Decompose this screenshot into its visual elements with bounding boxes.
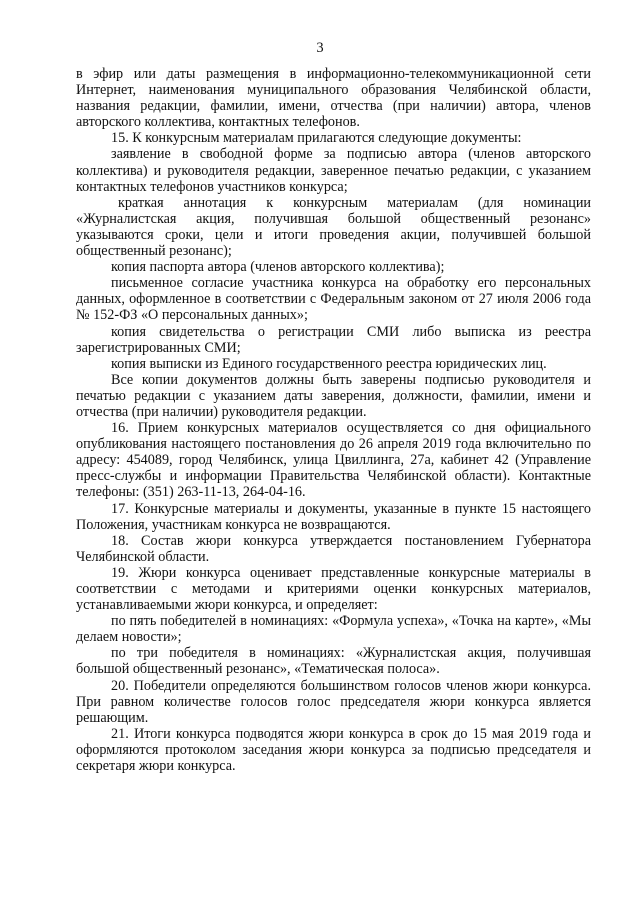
paragraph-annotation: краткая аннотация к конкурсным материалам (для номинации «Журналистская акция, получившая большой общественный резонанс» указываются сроки, цели и итоги проведения акции, получившей большой общественный резонанс); xyxy=(76,194,591,260)
paragraph-item-16: 16. Прием конкурсных материалов осуществляется со дня официального опубликования настоящего постановления до 26 апреля 2019 года включительно по адресу: 454089, город Челябинск, улица Цвиллинга, 27а, кабинет 42 (Управление пресс-службы и информации Правительства Челябинской области). Контактные телефоны: (351) 263-11-13, 264-04-16. xyxy=(76,420,591,501)
paragraph-item-19: 19. Жюри конкурса оценивает представленные конкурсные материалы в соответствии с методами и критериями оценки конкурсных материалов, устанавливаемыми жюри конкурса, и определяет: xyxy=(76,564,591,614)
paragraph-item-20: 20. Победители определяются большинством голосов членов жюри конкурса. При равном количестве голосов голос председателя жюри конкурса является решающим. xyxy=(76,677,591,726)
paragraph-item-21: 21. Итоги конкурса подводятся жюри конкурса в срок до 15 мая 2019 года и оформляются протоколом заседания жюри конкурса за подписью председателя и секретаря жюри конкурса. xyxy=(76,725,591,775)
paragraph-item-15: 15. К конкурсным материалам прилагаются следующие документы: xyxy=(111,130,522,147)
paragraph-registration-certificate: копия свидетельства о регистрации СМИ либо выписка из реестра зарегистрированных СМИ; xyxy=(76,323,591,356)
paragraph-five-winners: по пять победителей в номинациях: «Формула успеха», «Точка на карте», «Мы делаем новости»; xyxy=(76,613,591,646)
paragraph-passport-copy: копия паспорта автора (членов авторского коллектива); xyxy=(111,259,445,276)
paragraph-application: заявление в свободной форме за подписью автора (членов авторского коллектива) и руководителя редакции, заверенное печатью редакции, с указанием контактных телефонов участников конкурса; xyxy=(76,146,591,195)
paragraph-item-17: 17. Конкурсные материалы и документы, указанные в пункте 15 настоящего Положения, участникам конкурса не возвращаются. xyxy=(76,500,591,533)
paragraph-continuation: в эфир или даты размещения в информационно-телекоммуникационной сети Интернет, наименования муниципального образования Челябинской области, названия редакции, фамилии, имени, отчества (при наличии) автора, членов авторского коллектива, контактных телефонов. xyxy=(76,66,591,131)
document-body xyxy=(76,66,591,774)
paragraph-registry-extract: копия выписки из Единого государственного реестра юридических лиц. xyxy=(111,355,547,372)
page-number: 3 xyxy=(316,40,324,56)
paragraph-item-18: 18. Состав жюри конкурса утверждается постановлением Губернатора Челябинской области. xyxy=(76,532,591,565)
paragraph-consent: письменное согласие участника конкурса на обработку его персональных данных, оформленное в соответствии с Федеральным законом от 27 июля 2006 года № 152-ФЗ «О персональных данных»; xyxy=(76,275,591,324)
paragraph-certified-copies: Все копии документов должны быть заверены подписью руководителя и печатью редакции с указанием даты заверения, должности, фамилии, имени и отчества (при наличии) руководителя редакции. xyxy=(76,371,591,420)
paragraph-three-winners: по три победителя в номинациях: «Журналистская акция, получившая большой общественный резонанс», «Тематическая полоса». xyxy=(76,645,591,678)
